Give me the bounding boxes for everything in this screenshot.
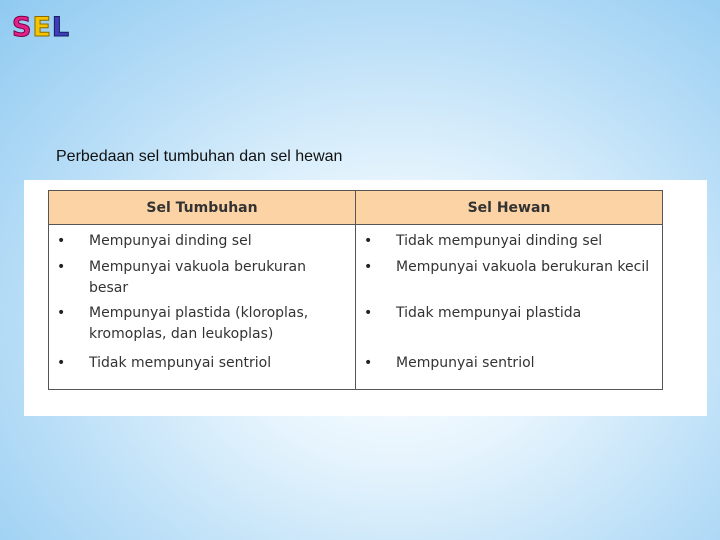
list-hewan xyxy=(364,231,654,379)
bullet-icon: • xyxy=(364,355,373,371)
cell-hewan xyxy=(356,225,663,390)
bullet-icon: • xyxy=(364,259,373,275)
bullet-icon: • xyxy=(364,305,373,321)
item-text: Tidak mempunyai sentriol xyxy=(89,355,272,371)
table-header-row xyxy=(49,191,663,225)
logo-letter-s: S xyxy=(12,12,33,43)
item-text: Tidak mempunyai dinding sel xyxy=(396,233,603,249)
list-item xyxy=(57,353,347,379)
item-text: Mempunyai sentriol xyxy=(396,355,535,371)
comparison-table xyxy=(48,190,663,390)
header-sel-hewan: Sel Hewan xyxy=(356,191,663,225)
item-text: Mempunyai vakuola berukuran besar xyxy=(89,259,306,296)
list-item xyxy=(364,303,654,353)
logo-letter-l: L xyxy=(51,12,71,43)
item-text: Mempunyai plastida (kloroplas, kromoplas, dan leukoplas) xyxy=(89,305,309,342)
table-panel xyxy=(24,180,707,416)
table-row xyxy=(49,225,663,390)
bullet-icon: • xyxy=(57,233,66,249)
slide-subtitle: Perbedaan sel tumbuhan dan sel hewan xyxy=(56,148,343,165)
item-text: Mempunyai dinding sel xyxy=(89,233,252,249)
item-text: Mempunyai vakuola berukuran kecil xyxy=(396,259,650,275)
bullet-icon: • xyxy=(364,233,373,249)
list-item xyxy=(364,353,654,379)
list-item xyxy=(364,231,654,257)
list-item xyxy=(364,257,654,303)
list-item xyxy=(57,257,347,303)
list-tumbuhan xyxy=(57,231,347,379)
list-item xyxy=(57,303,347,353)
bullet-icon: • xyxy=(57,259,66,275)
cell-tumbuhan xyxy=(49,225,356,390)
list-item xyxy=(57,231,347,257)
logo-letter-e: E xyxy=(32,12,52,43)
bullet-icon: • xyxy=(57,305,66,321)
logo-sel xyxy=(12,14,70,41)
item-text: Tidak mempunyai plastida xyxy=(396,305,582,321)
bullet-icon: • xyxy=(57,355,66,371)
header-sel-tumbuhan: Sel Tumbuhan xyxy=(49,191,356,225)
